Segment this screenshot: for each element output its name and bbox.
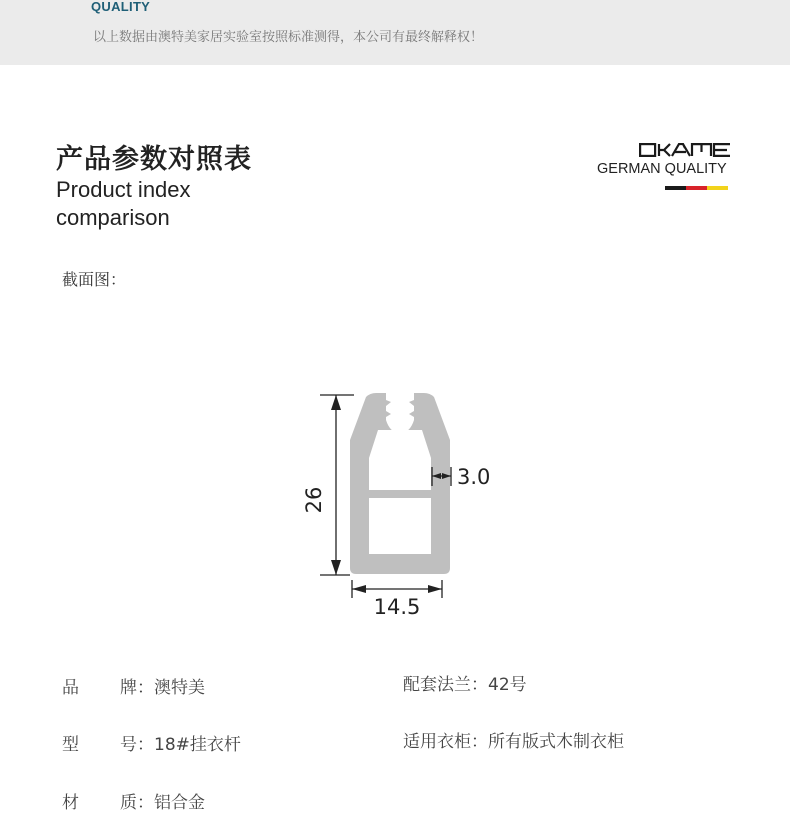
brand-logo — [596, 143, 736, 193]
width-dimension-label: 14.5 — [373, 595, 421, 619]
top-banner — [0, 0, 790, 65]
spec-brand-key2: 牌： — [120, 678, 154, 698]
page-title: 产品参数对照表 — [56, 144, 252, 175]
banner-note: 以上数据由澳特美家居实验室按照标准测得，本公司有最终解释权！ — [93, 30, 484, 45]
cross-section-diagram — [290, 380, 520, 625]
spec-material-key1: 材 — [62, 793, 79, 813]
spec-model-value: 18#挂衣杆 — [154, 735, 241, 755]
spec-flange-value: 42号 — [488, 675, 527, 695]
spec-material-key2: 质： — [120, 793, 154, 813]
flag-red — [686, 186, 707, 190]
german-flag-stripe — [665, 186, 728, 190]
okamg-wordmark-icon — [639, 143, 731, 157]
banner-title: QUALITY — [91, 0, 151, 14]
spec-wardrobe-key: 适用衣柜： — [403, 732, 488, 752]
spec-model — [62, 730, 241, 755]
spec-brand — [62, 673, 205, 698]
spec-material — [62, 788, 205, 813]
flag-gold — [707, 186, 728, 190]
flag-black — [665, 186, 686, 190]
profile-lower-window — [369, 498, 431, 554]
page-subtitle: Product index comparison — [56, 177, 191, 230]
thickness-dimension-label: 3.0 — [457, 465, 491, 489]
spec-wardrobe-value: 所有版式木制衣柜 — [488, 732, 624, 752]
spec-flange — [403, 670, 527, 695]
height-dimension-label: 26 — [302, 486, 326, 514]
spec-wardrobe — [403, 727, 624, 752]
spec-brand-value: 澳特美 — [154, 678, 205, 698]
profile-upper-window — [369, 430, 431, 490]
cross-section-label: 截面图： — [62, 270, 127, 289]
logo-tagline: GERMAN QUALITY — [597, 161, 727, 177]
spec-model-key1: 型 — [62, 735, 79, 755]
spec-material-value: 铝合金 — [154, 793, 205, 813]
spec-flange-key: 配套法兰： — [403, 675, 488, 695]
spec-model-key2: 号： — [120, 735, 154, 755]
spec-brand-key1: 品 — [62, 678, 79, 698]
